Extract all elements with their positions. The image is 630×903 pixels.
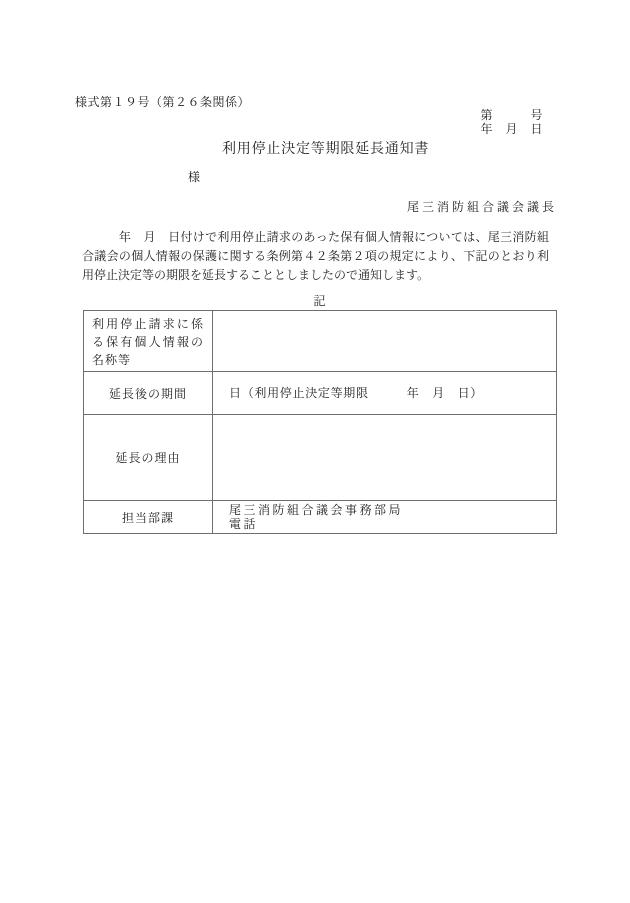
row-value-information-name <box>213 311 557 372</box>
department-office-line: 尾三消防組合議会事務部局 <box>229 503 404 517</box>
row-value-extension-reason <box>213 415 557 501</box>
row-label-extended-period: 延長後の期間 <box>84 372 213 415</box>
record-marker: 記 <box>313 294 326 308</box>
row-value-extended-period: 日（利用停止決定等期限 年 月 日） <box>213 372 557 415</box>
document-number-line: 第 号 <box>480 108 543 122</box>
table-row-extended-period <box>84 372 557 415</box>
table-row-department <box>84 501 557 534</box>
row-label-extension-reason: 延長の理由 <box>84 415 213 501</box>
form-table <box>83 310 557 534</box>
addressee-honorific: 様 <box>188 170 201 184</box>
document-number-block <box>480 108 543 136</box>
document-title: 利用停止決定等期限延長通知書 <box>222 141 430 157</box>
table-row-information-name <box>84 311 557 372</box>
row-label-information-name: 利用停止請求に係る保有個人情報の名称等 <box>84 311 213 372</box>
table-row-extension-reason <box>84 415 557 501</box>
sender-name: 尾三消防組合議会議長 <box>406 200 557 214</box>
department-phone-line: 電話 <box>229 517 259 531</box>
body-paragraph: 年 月 日付けで利用停止請求のあった保有個人情報については、尾三消防組合議会の個人情報の保護に関する条例第４２条第２項の規定により、下記のとおり利用停止決定等の期限を延長することとしましたので通知します。 <box>82 230 549 282</box>
row-value-department <box>213 501 557 534</box>
document-date-line: 年 月 日 <box>480 122 543 136</box>
row-label-department: 担当部課 <box>84 501 213 534</box>
form-number: 様式第１９号（第２６条関係） <box>75 95 251 109</box>
